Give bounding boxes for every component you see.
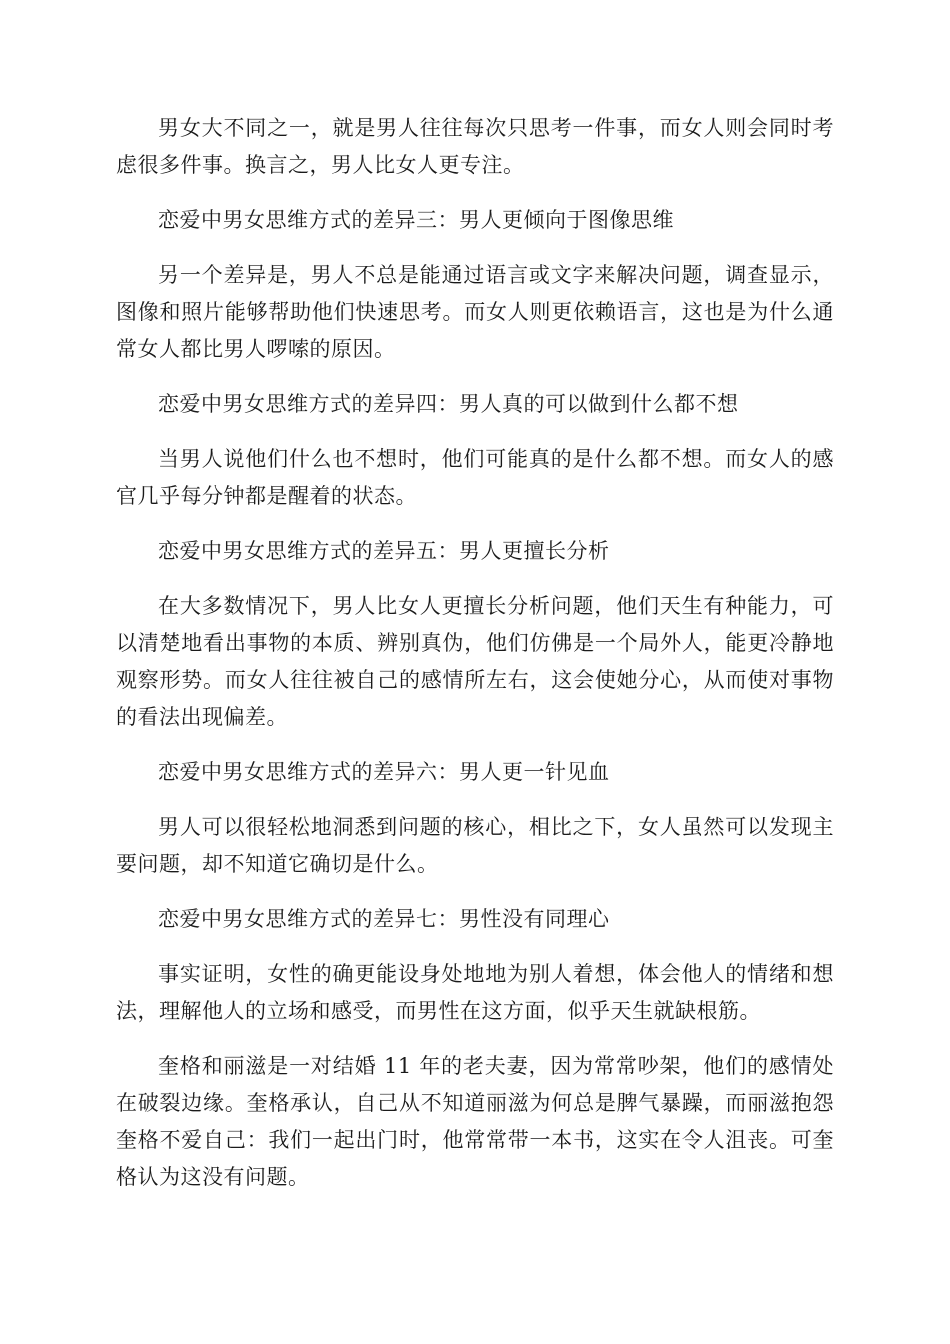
heading-difference-seven: 恋爱中男女思维方式的差异七：男性没有同理心 xyxy=(158,907,610,931)
paragraph-intro: 男女大不同之一，就是男人往往每次只思考一件事，而女人则会同时考虑很多件事。换言之，男人比女人更专注。 xyxy=(116,116,834,177)
paragraph-difference-five: 在大多数情况下，男人比女人更擅长分析问题，他们天生有种能力，可以清楚地看出事物的本质、辨别真伪，他们仿佛是一个局外人，能更冷静地观察形势。而女人往往被自己的感情所左右，这会使她分心，从而使对事物的看法出现偏差。 xyxy=(116,594,834,729)
paragraph-example-story: 奎格和丽滋是一对结婚 11 年的老夫妻，因为常常吵架，他们的感情处在破裂边缘。奎格承认，自己从不知道丽滋为何总是脾气暴躁，而丽滋抱怨奎格不爱自己：我们一起出门时，他常常带一本书，这实在令人沮丧。可奎格认为这没有问题。 xyxy=(116,1054,834,1189)
paragraph-difference-four: 当男人说他们什么也不想时，他们可能真的是什么都不想。而女人的感官几乎每分钟都是醒着的状态。 xyxy=(116,447,834,508)
paragraph-difference-six: 男人可以很轻松地洞悉到问题的核心，相比之下，女人虽然可以发现主要问题，却不知道它确切是什么。 xyxy=(116,815,834,876)
paragraph-difference-seven: 事实证明，女性的确更能设身处地地为别人着想，体会他人的情绪和想法，理解他人的立场和感受，而男性在这方面，似乎天生就缺根筋。 xyxy=(116,962,834,1023)
heading-difference-six: 恋爱中男女思维方式的差异六：男人更一针见血 xyxy=(158,760,610,784)
heading-difference-three: 恋爱中男女思维方式的差异三：男人更倾向于图像思维 xyxy=(158,208,674,232)
paragraph-difference-three: 另一个差异是，男人不总是能通过语言或文字来解决问题，调查显示，图像和照片能够帮助他们快速思考。而女人则更依赖语言，这也是为什么通常女人都比男人啰嗦的原因。 xyxy=(116,263,834,361)
heading-difference-four: 恋爱中男女思维方式的差异四：男人真的可以做到什么都不想 xyxy=(158,392,739,416)
document-body xyxy=(116,110,834,1214)
heading-difference-five: 恋爱中男女思维方式的差异五：男人更擅长分析 xyxy=(158,539,610,563)
